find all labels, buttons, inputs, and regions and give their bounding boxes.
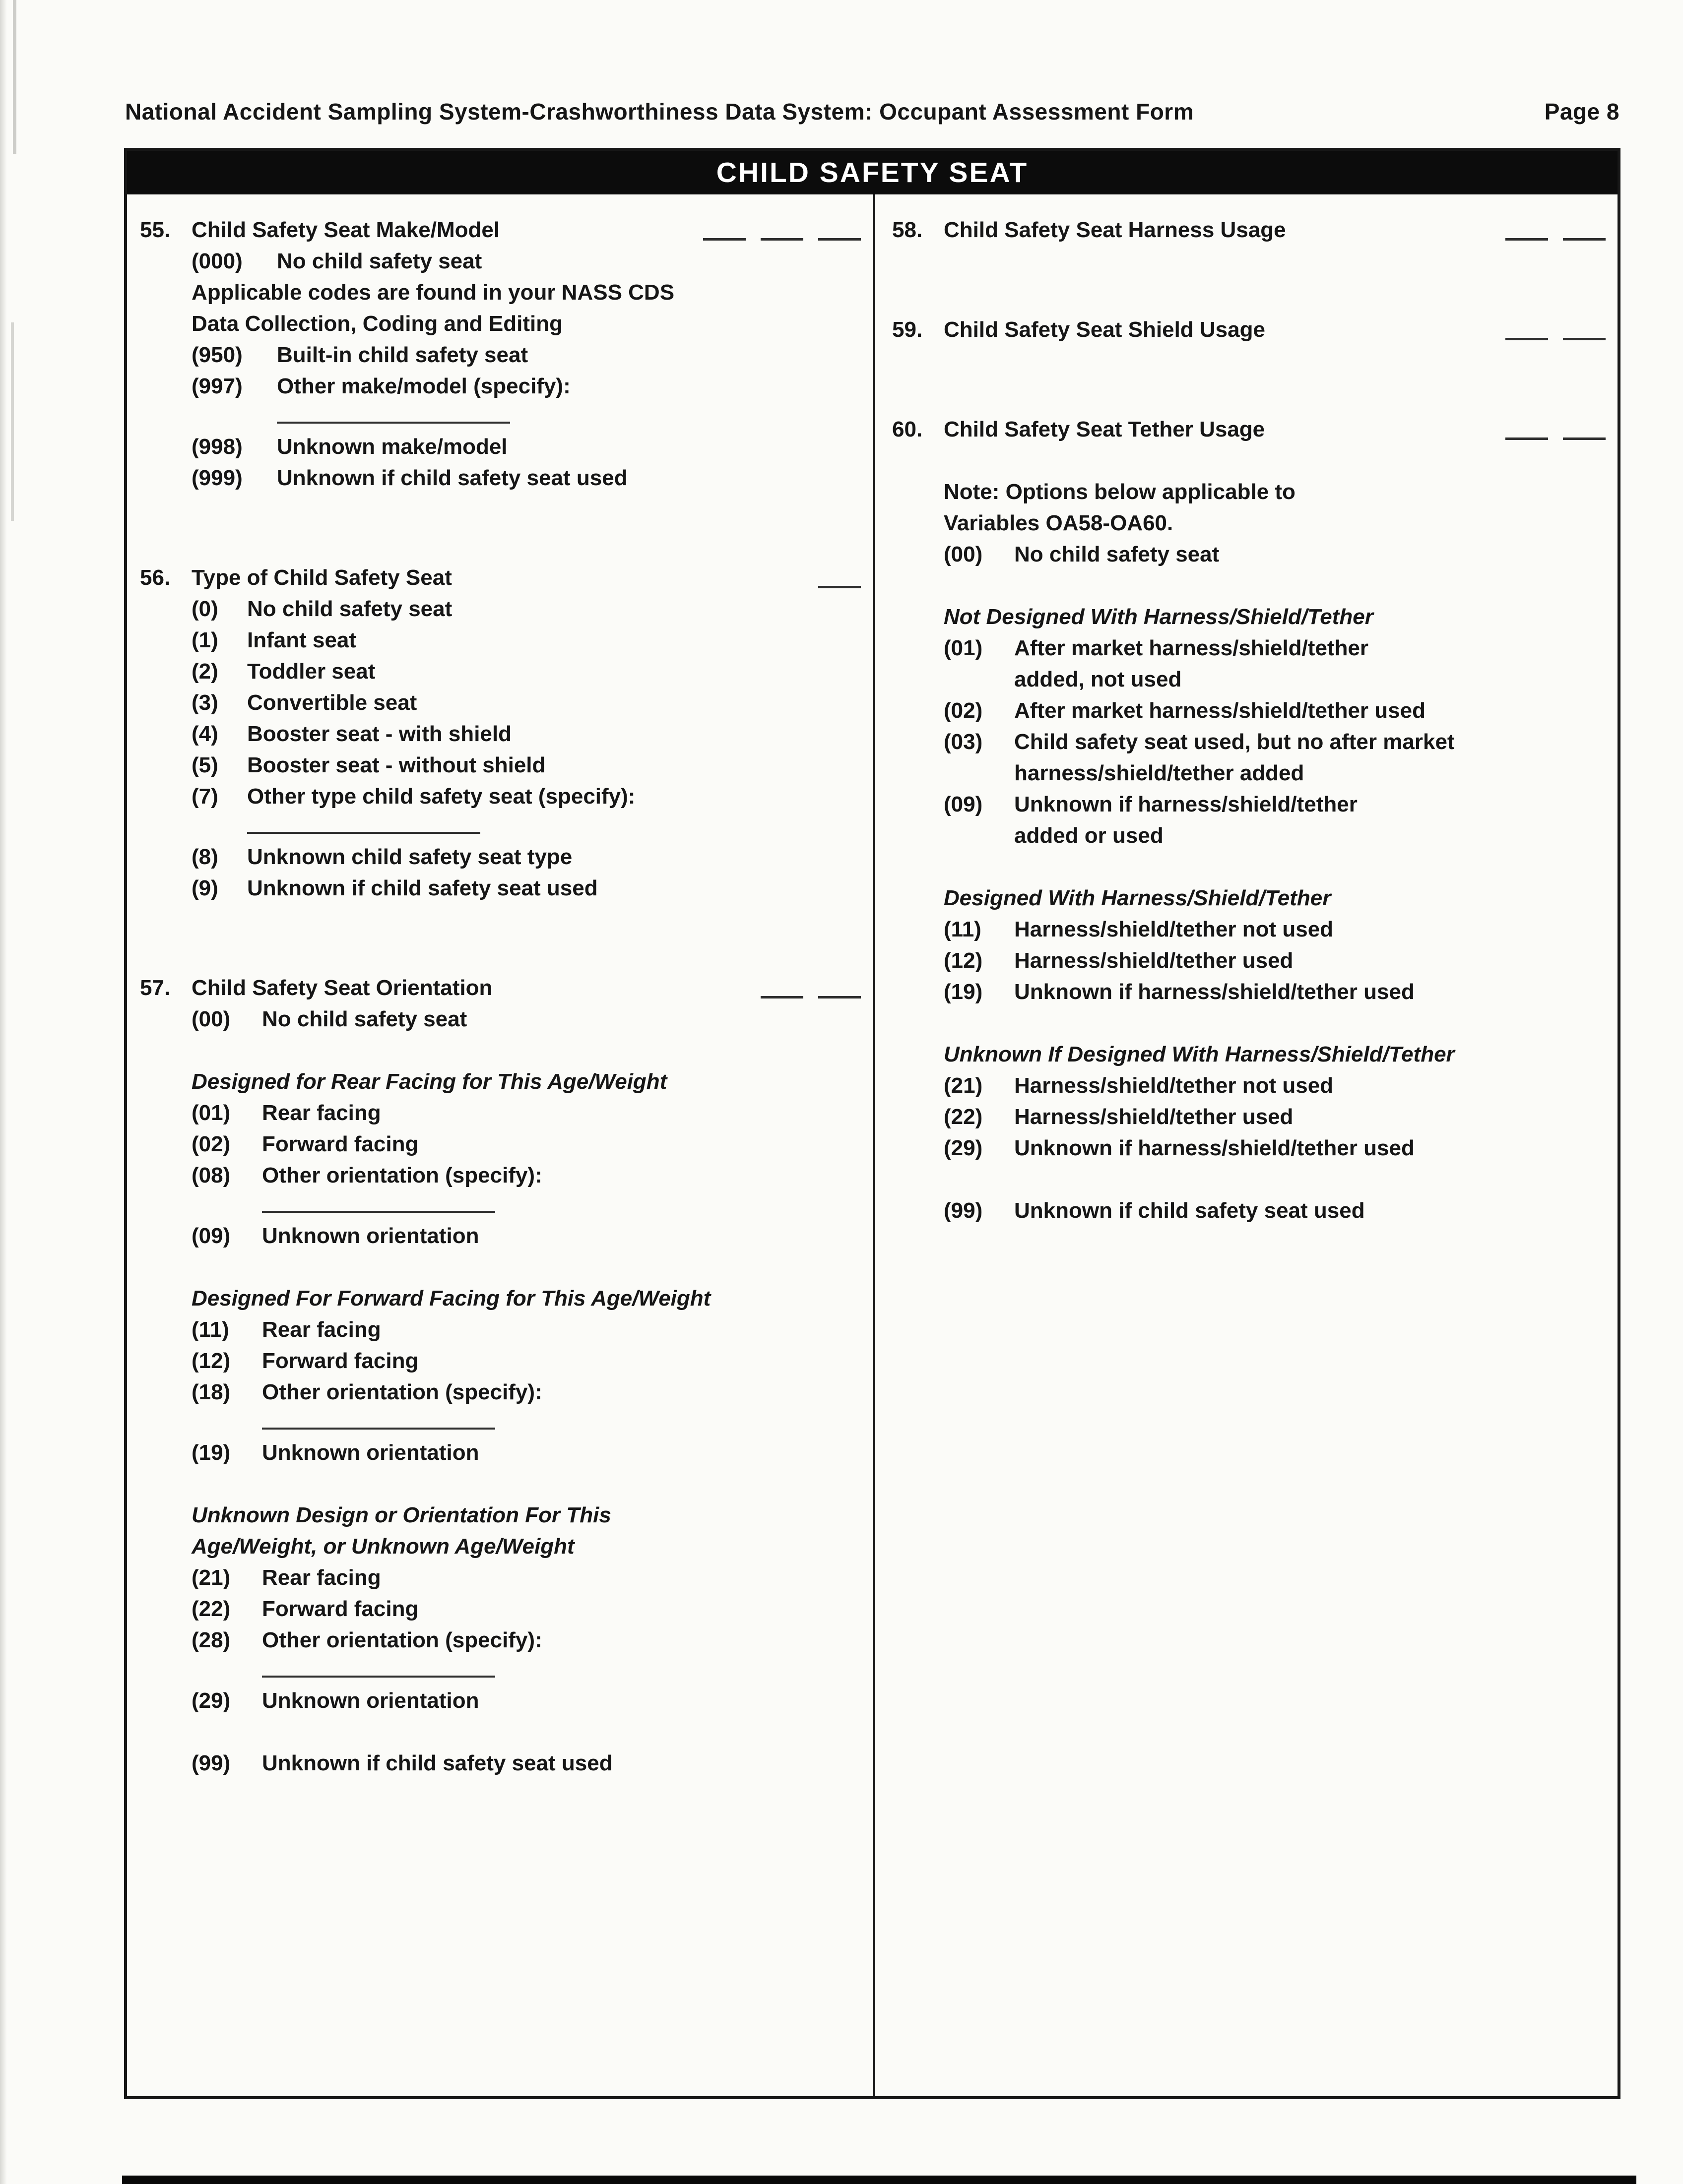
write-in-line xyxy=(262,1656,495,1678)
question-title: Type of Child Safety Seat xyxy=(192,565,452,590)
code-description: Unknown if child safety seat used xyxy=(262,1751,613,1775)
code-value: (29) xyxy=(944,1136,983,1160)
subsection-header: Designed For Forward Facing for This Age/Weight xyxy=(192,1286,711,1310)
code-value: (000) xyxy=(192,249,243,273)
code-value: (999) xyxy=(192,466,243,490)
answer-blanks xyxy=(1505,338,1606,345)
question-number: 58. xyxy=(892,218,923,242)
answer-blank xyxy=(818,586,861,588)
answer-blanks xyxy=(1505,437,1606,445)
write-in-line xyxy=(262,1191,495,1213)
question-number: 60. xyxy=(892,417,923,441)
text-line: Note: Options below applicable to xyxy=(944,480,1295,504)
question-head xyxy=(892,214,1606,246)
code-value: (19) xyxy=(192,1440,231,1465)
note-text xyxy=(944,476,1606,539)
question-title: Child Safety Seat Shield Usage xyxy=(944,317,1265,342)
code-item xyxy=(192,431,861,462)
code-item xyxy=(192,1220,861,1251)
code-item xyxy=(192,593,861,624)
code-item xyxy=(192,1376,861,1408)
text-line: After market harness/shield/tether xyxy=(1014,636,1369,660)
write-in-line xyxy=(262,1408,495,1430)
code-value: (00) xyxy=(192,1007,231,1031)
code-item xyxy=(192,1624,861,1656)
code-description: Unknown if child safety seat used xyxy=(1014,1198,1365,1223)
scan-artifact-bottom-bar xyxy=(122,2176,1636,2184)
code-item xyxy=(192,1097,861,1128)
question-57 xyxy=(140,972,861,1779)
code-value: (01) xyxy=(192,1101,231,1125)
code-description: No child safety seat xyxy=(262,1007,467,1031)
code-value: (01) xyxy=(944,636,983,660)
code-value: (21) xyxy=(944,1073,983,1098)
code-description: Unknown if harness/shield/tether used xyxy=(1014,980,1415,1004)
code-item xyxy=(192,1562,861,1593)
code-description: Built-in child safety seat xyxy=(277,343,528,367)
code-value: (2) xyxy=(192,659,218,684)
code-item xyxy=(944,945,1606,976)
code-description: Rear facing xyxy=(262,1317,381,1342)
code-description: After market harness/shield/tether used xyxy=(1014,698,1425,723)
text-line: added, not used xyxy=(1014,667,1182,691)
code-description: Rear facing xyxy=(262,1101,381,1125)
code-item xyxy=(192,1128,861,1160)
question-58 xyxy=(892,214,1606,246)
question-head xyxy=(140,562,861,593)
code-item xyxy=(192,1593,861,1624)
code-item xyxy=(192,687,861,718)
code-value: (00) xyxy=(944,542,983,566)
code-description: Booster seat - without shield xyxy=(247,753,546,777)
subsection-header: Not Designed With Harness/Shield/Tether xyxy=(944,605,1373,629)
code-item xyxy=(944,539,1606,570)
code-item xyxy=(192,1314,861,1345)
answer-blank xyxy=(818,238,861,241)
code-description: Unknown orientation xyxy=(262,1440,479,1465)
code-item xyxy=(944,789,1606,851)
answer-blank xyxy=(1505,238,1548,241)
code-description: Infant seat xyxy=(247,628,357,652)
code-item xyxy=(192,1345,861,1376)
code-value: (12) xyxy=(944,948,983,973)
subsection-header: Designed for Rear Facing for This Age/Weight xyxy=(192,1069,667,1094)
code-description: Unknown if child safety seat used xyxy=(277,466,628,490)
code-item xyxy=(192,1685,861,1716)
code-value: (11) xyxy=(192,1317,229,1342)
answer-blank xyxy=(1563,437,1606,440)
subsection-header: Designed With Harness/Shield/Tether xyxy=(944,886,1331,910)
answer-blank xyxy=(1563,238,1606,241)
text-line: Applicable codes are found in your NASS CDS xyxy=(192,280,675,305)
code-description: Harness/shield/tether not used xyxy=(1014,917,1334,941)
answer-blank xyxy=(703,238,746,241)
code-description: Harness/shield/tether used xyxy=(1014,1105,1294,1129)
question-head xyxy=(140,214,861,246)
code-item xyxy=(944,1070,1606,1101)
code-item xyxy=(192,873,861,904)
section-title: CHILD SAFETY SEAT xyxy=(716,157,1029,188)
code-item xyxy=(192,339,861,371)
answer-blank xyxy=(1563,338,1606,340)
scan-page-edge xyxy=(0,0,7,2184)
code-item xyxy=(944,695,1606,726)
question-title: Child Safety Seat Harness Usage xyxy=(944,218,1286,242)
code-value: (08) xyxy=(192,1163,231,1187)
page-number: Page 8 xyxy=(1544,99,1619,125)
code-item xyxy=(944,632,1606,695)
text-line: harness/shield/tether added xyxy=(1014,761,1304,785)
text-line: Unknown Design or Orientation For This xyxy=(192,1503,611,1527)
code-description: Booster seat - with shield xyxy=(247,722,512,746)
code-value: (9) xyxy=(192,876,218,900)
right-column xyxy=(875,194,1618,2096)
question-number: 59. xyxy=(892,317,923,342)
question-55 xyxy=(140,214,861,494)
code-description: Unknown if harness/shield/tether used xyxy=(1014,1136,1415,1160)
code-item xyxy=(192,371,861,402)
code-item xyxy=(192,1437,861,1468)
code-item xyxy=(192,1160,861,1191)
question-head xyxy=(140,972,861,1003)
code-value: (22) xyxy=(944,1105,983,1129)
code-value: (998) xyxy=(192,435,243,459)
code-item xyxy=(944,1132,1606,1164)
code-value: (02) xyxy=(192,1132,231,1156)
code-description: Convertible seat xyxy=(247,690,417,715)
page-header xyxy=(125,98,1619,125)
code-item xyxy=(192,246,861,277)
code-value: (18) xyxy=(192,1380,231,1404)
code-value: (28) xyxy=(192,1628,231,1652)
code-value: (99) xyxy=(192,1751,231,1775)
question-body xyxy=(140,593,861,904)
text-line: Unknown if harness/shield/tether xyxy=(1014,792,1358,816)
code-value: (09) xyxy=(192,1224,231,1248)
code-item xyxy=(944,1195,1606,1226)
code-value: (4) xyxy=(192,722,218,746)
code-item xyxy=(192,1747,861,1779)
code-description: Other orientation (specify): xyxy=(262,1163,542,1187)
section-banner xyxy=(127,151,1618,194)
code-description: Unknown make/model xyxy=(277,435,508,459)
code-description: Other make/model (specify): xyxy=(277,374,571,398)
code-value: (21) xyxy=(192,1565,231,1590)
code-description: Forward facing xyxy=(262,1349,419,1373)
code-description: No child safety seat xyxy=(1014,542,1220,566)
question-body xyxy=(892,476,1606,1226)
code-value: (0) xyxy=(192,597,218,621)
code-description: Unknown child safety seat type xyxy=(247,845,573,869)
form-title: National Accident Sampling System-Crashworthiness Data System: Occupant Assessment Form xyxy=(125,99,1194,125)
form-columns xyxy=(127,194,1618,2096)
code-value: (7) xyxy=(192,784,218,809)
question-number: 55. xyxy=(140,218,171,242)
write-in-line xyxy=(277,402,510,424)
code-value: (950) xyxy=(192,343,243,367)
left-column xyxy=(127,194,875,2096)
code-description xyxy=(1014,632,1368,695)
question-56 xyxy=(140,562,861,904)
write-in-line xyxy=(247,812,480,834)
code-value: (3) xyxy=(192,690,218,715)
code-value: (99) xyxy=(944,1198,983,1223)
code-item xyxy=(192,656,861,687)
code-description: Other orientation (specify): xyxy=(262,1628,542,1652)
question-59 xyxy=(892,314,1606,345)
question-title: Child Safety Seat Make/Model xyxy=(192,218,500,242)
code-description: Other orientation (specify): xyxy=(262,1380,542,1404)
answer-blanks xyxy=(761,996,861,1003)
code-description xyxy=(1014,789,1358,851)
code-value: (8) xyxy=(192,845,218,869)
text-line: added or used xyxy=(1014,823,1164,848)
question-head xyxy=(892,414,1606,445)
code-description: Toddler seat xyxy=(247,659,376,684)
code-description: Forward facing xyxy=(262,1132,419,1156)
question-number: 56. xyxy=(140,565,171,590)
code-item xyxy=(192,841,861,873)
code-value: (12) xyxy=(192,1349,231,1373)
code-item xyxy=(192,718,861,749)
answer-blank xyxy=(818,996,861,998)
code-item xyxy=(944,726,1606,789)
code-item xyxy=(192,624,861,656)
question-60 xyxy=(892,414,1606,1226)
answer-blanks xyxy=(1505,238,1606,246)
answer-blanks xyxy=(703,238,861,246)
form-box xyxy=(124,148,1620,2099)
question-body xyxy=(140,246,861,494)
answer-blank xyxy=(761,238,803,241)
text-line: Data Collection, Coding and Editing xyxy=(192,312,563,336)
question-title: Child Safety Seat Tether Usage xyxy=(944,417,1265,441)
code-value: (22) xyxy=(192,1597,231,1621)
note-text xyxy=(192,277,861,339)
code-item xyxy=(192,1003,861,1035)
code-value: (11) xyxy=(944,917,981,941)
text-line: Child safety seat used, but no after market xyxy=(1014,730,1455,754)
question-head xyxy=(892,314,1606,345)
code-description: Other type child safety seat (specify): xyxy=(247,784,636,809)
code-value: (02) xyxy=(944,698,983,723)
scan-artifact xyxy=(11,322,14,521)
text-line: Age/Weight, or Unknown Age/Weight xyxy=(192,1534,575,1559)
code-description: Unknown if child safety seat used xyxy=(247,876,598,900)
code-item xyxy=(192,462,861,494)
code-item xyxy=(192,749,861,781)
question-title: Child Safety Seat Orientation xyxy=(192,976,493,1000)
code-description: Rear facing xyxy=(262,1565,381,1590)
code-description: Forward facing xyxy=(262,1597,419,1621)
question-body xyxy=(140,1003,861,1779)
code-item xyxy=(944,976,1606,1007)
code-item xyxy=(944,914,1606,945)
answer-blank xyxy=(1505,437,1548,440)
code-description: No child safety seat xyxy=(247,597,453,621)
code-value: (19) xyxy=(944,980,983,1004)
code-value: (1) xyxy=(192,628,218,652)
question-number: 57. xyxy=(140,976,171,1000)
code-value: (5) xyxy=(192,753,218,777)
code-description: Unknown orientation xyxy=(262,1224,479,1248)
scan-artifact xyxy=(13,0,16,154)
code-item xyxy=(192,781,861,812)
answer-blank xyxy=(1505,338,1548,340)
text-line: Variables OA58-OA60. xyxy=(944,511,1173,535)
code-item xyxy=(944,1101,1606,1132)
answer-blank xyxy=(761,996,803,998)
code-description: Harness/shield/tether used xyxy=(1014,948,1294,973)
code-description: Harness/shield/tether not used xyxy=(1014,1073,1334,1098)
subsection-header: Unknown If Designed With Harness/Shield/Tether xyxy=(944,1042,1455,1066)
answer-blanks xyxy=(818,586,861,593)
code-value: (09) xyxy=(944,792,983,816)
code-description xyxy=(1014,726,1455,789)
code-value: (03) xyxy=(944,730,983,754)
code-value: (997) xyxy=(192,374,243,398)
subsection-header xyxy=(192,1499,861,1562)
code-description: No child safety seat xyxy=(277,249,482,273)
code-description: Unknown orientation xyxy=(262,1688,479,1713)
code-value: (29) xyxy=(192,1688,231,1713)
